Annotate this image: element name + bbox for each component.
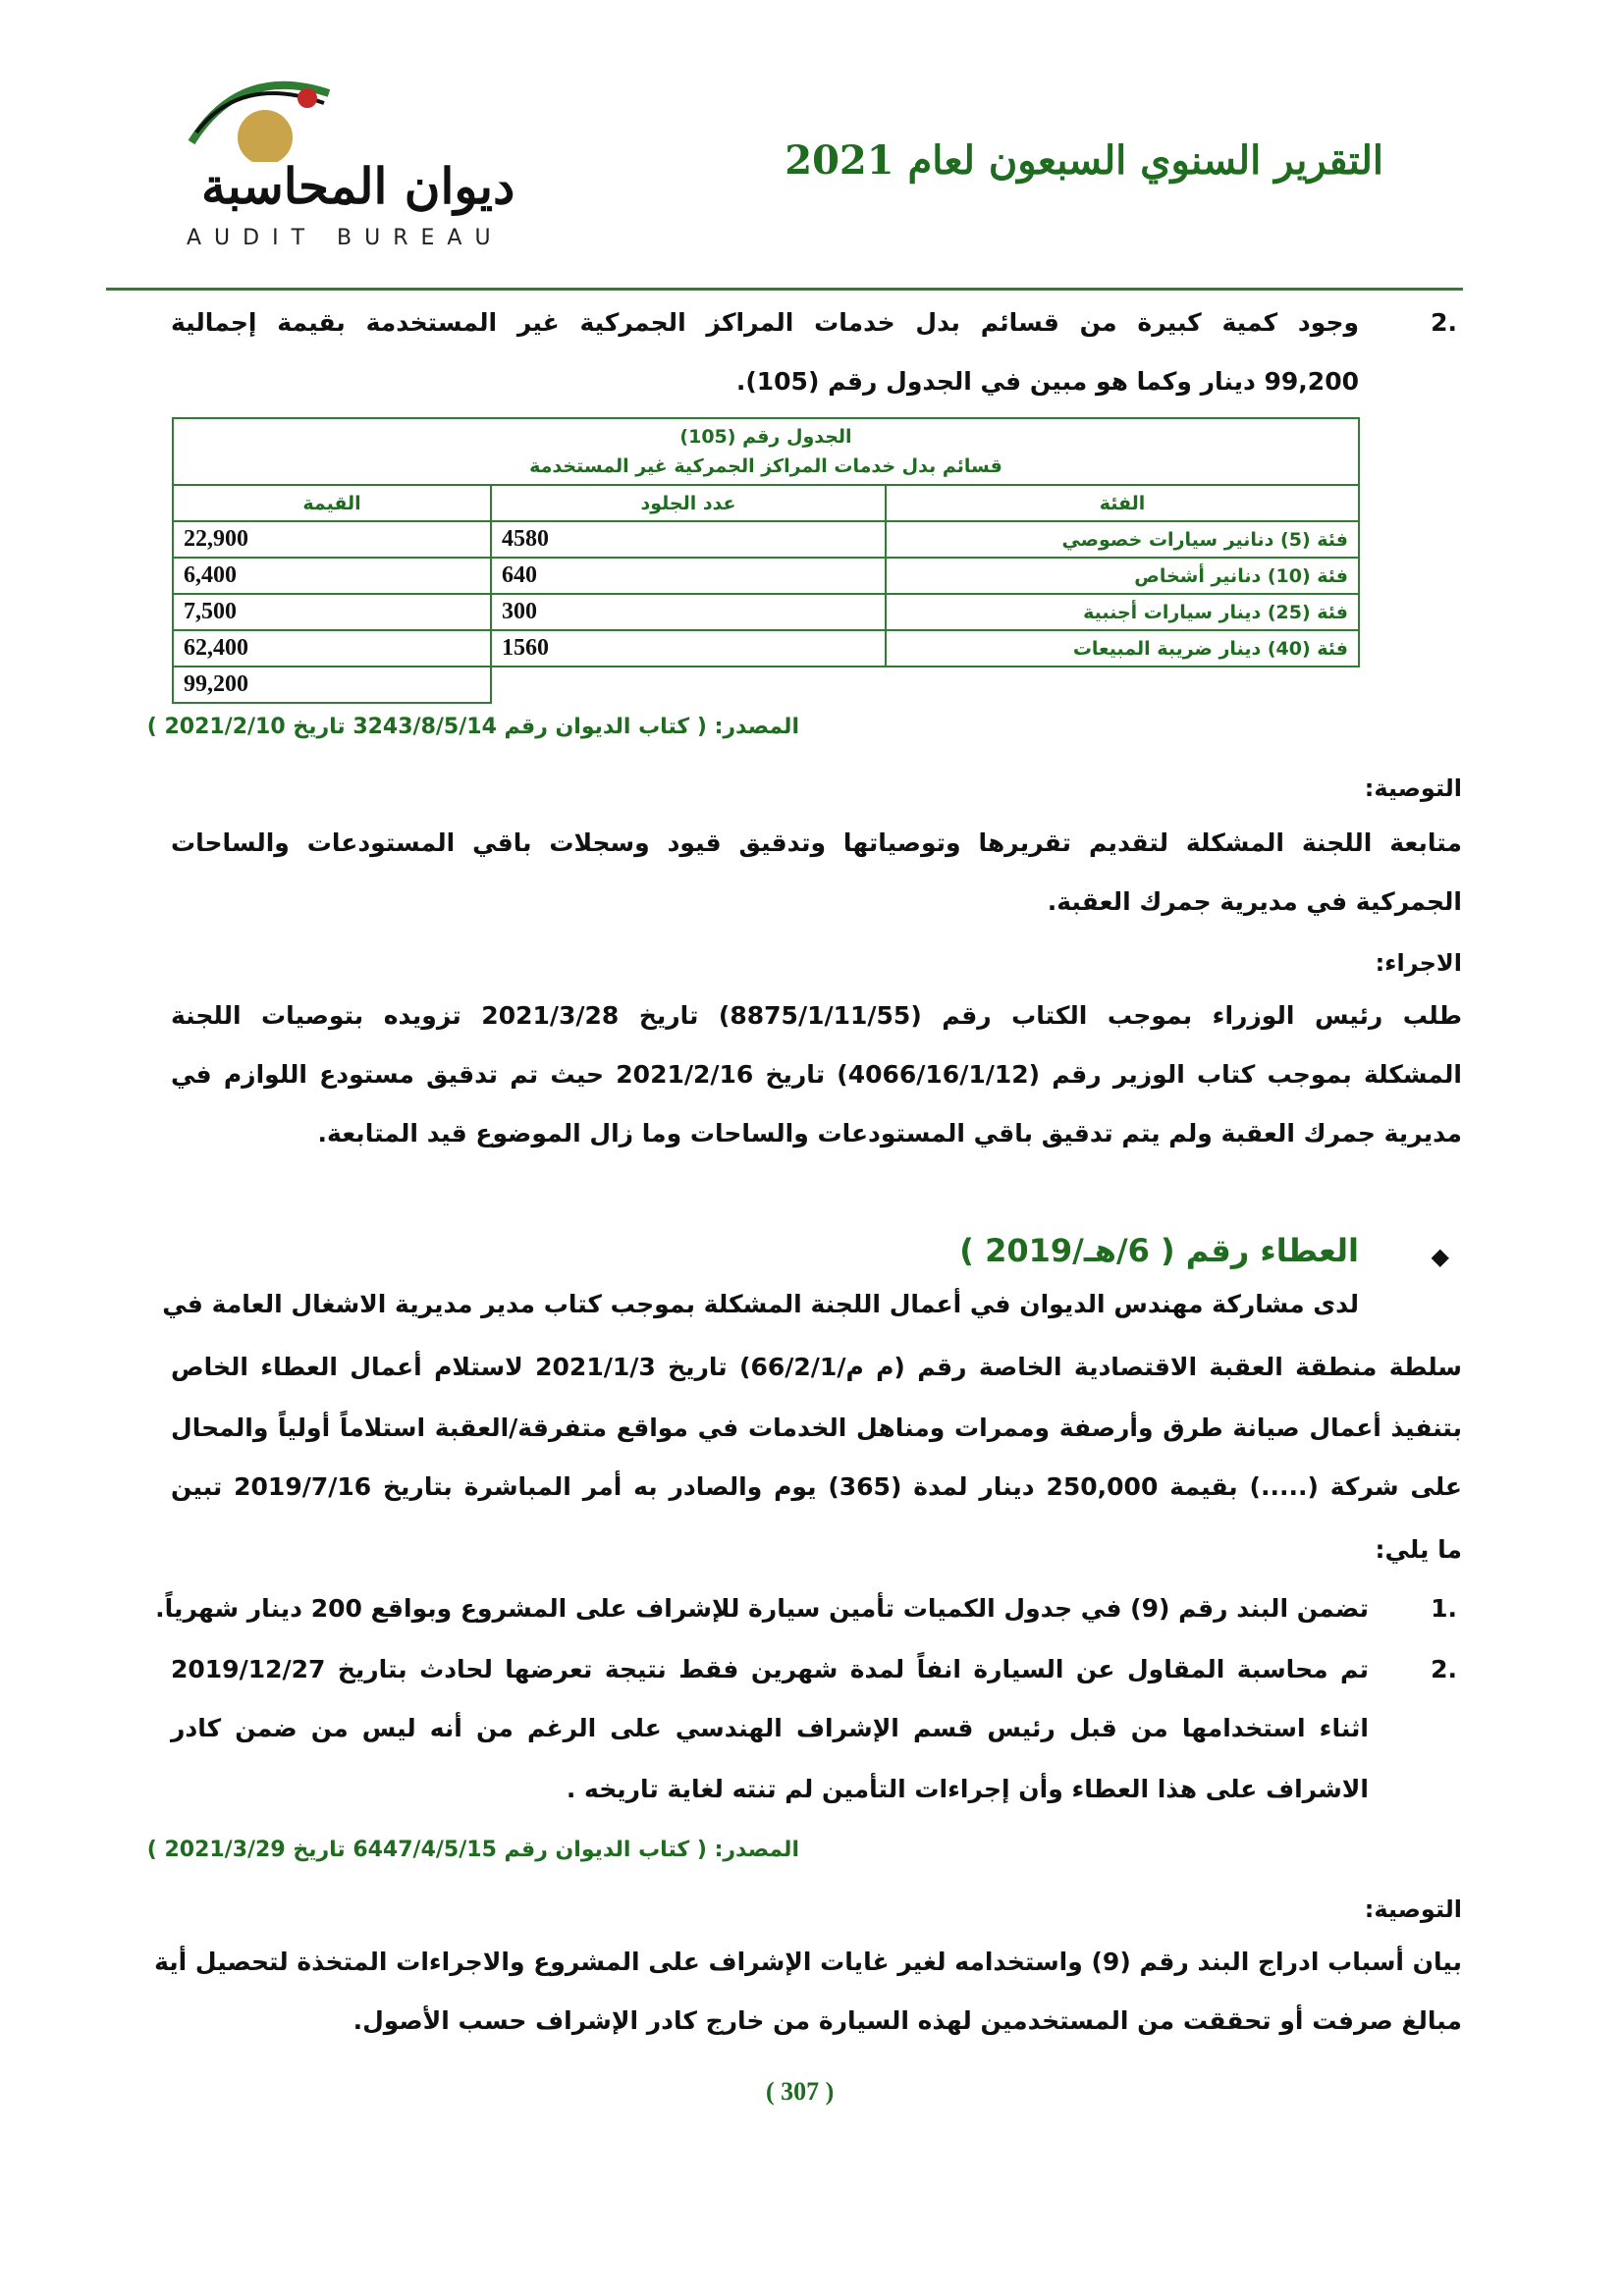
source-note: المصدر: ( كتاب الديوان رقم 6447/4/5/15 تاريخ 2021/3/29 ) (146, 1838, 799, 1862)
table-cell: فئة (5) دنانير سيارات خصوصي (886, 521, 1359, 558)
bullet-icon: ◆ (1431, 1243, 1449, 1270)
report-title: التقرير السنوي السبعون لعام 2021 (785, 137, 1383, 184)
paragraph-line: وجود كمية كبيرة من قسائم بدل خدمات المراكز الجمركية غير المستخدمة بقيمة إجمالية (171, 308, 1359, 337)
list-number: .2 (1431, 1655, 1457, 1683)
paragraph-line: متابعة اللجنة المشكلة لتقديم تقريرها وتوصياتها وتدقيق قيود وسجلات باقي المستودعات والساحات (171, 828, 1462, 857)
paragraph-line: 99,200 دينار وكما هو مبين في الجدول رقم (105). (735, 367, 1359, 396)
paragraph-line: على شركة (.....) بقيمة 250,000 دينار لمدة (365) يوم والصادر به أمر المباشرة بتاريخ 2019/7/16 تبين (171, 1472, 1462, 1501)
logo-latin-text: AUDIT BUREAU (187, 226, 504, 250)
source-note: المصدر: ( كتاب الديوان رقم 3243/8/5/14 تاريخ 2021/2/10 ) (146, 715, 799, 739)
table-row (173, 558, 1359, 594)
table-header: الفئة (886, 485, 1359, 521)
page-number: ( 307 ) (766, 2077, 835, 2106)
list-item: اثناء استخدامها من قبل رئيس قسم الإشراف الهندسي على الرغم من أنه ليس من ضمن كادر (171, 1714, 1369, 1742)
list-item: الاشراف على هذا العطاء وأن إجراءات التأمين لم تنته لغاية تاريخه . (566, 1775, 1369, 1803)
table-total: 99,200 (173, 667, 491, 703)
table-total-row (173, 667, 1359, 703)
list-item: تضمن البند رقم (9) في جدول الكميات تأمين سيارة للإشراف على المشروع وبواقع 200 دينار شهرياً. (155, 1594, 1369, 1623)
table-cell: 300 (491, 594, 886, 630)
recommendation-label: التوصية: (1364, 774, 1462, 802)
table-title: الجدول رقم (105) (679, 426, 852, 448)
table-row (173, 594, 1359, 630)
table-cell: 6,400 (173, 558, 491, 594)
paragraph-line: الجمركية في مديرية جمرك العقبة. (1047, 887, 1462, 916)
table-cell: فئة (25) دينار سيارات أجنبية (886, 594, 1359, 630)
list-number: .2 (1431, 308, 1457, 337)
paragraph-line: بتنفيذ أعمال صيانة طرق وأرصفة وممرات ومناهل الخدمات في مواقع متفرقة/العقبة استلاماً أولياً والمحال (171, 1414, 1462, 1442)
table-cell: 7,500 (173, 594, 491, 630)
recommendation-label: التوصية: (1364, 1896, 1462, 1923)
paragraph-line: لدى مشاركة مهندس الديوان في أعمال اللجنة المشكلة بموجب كتاب مدير مديرية الاشغال العامة في (162, 1290, 1359, 1318)
logo-emblem-icon (182, 54, 339, 162)
paragraph-line: مبالغ صرفت أو تحققت من المستخدمين لهذه السيارة من خارج كادر الإشراف حسب الأصول. (352, 2006, 1462, 2035)
header-divider (106, 288, 1463, 291)
table-cell: 22,900 (173, 521, 491, 558)
logo (182, 34, 574, 255)
section-title: العطاء رقم ( 6/هـ/2019 ) (959, 1232, 1359, 1269)
table-cell: 1560 (491, 630, 886, 667)
list-number: .1 (1431, 1594, 1457, 1623)
paragraph-line: مديرية جمرك العقبة ولم يتم تدقيق باقي المستودعات والساحات وما زال الموضوع قيد المتابعة. (317, 1119, 1462, 1148)
table-cell: فئة (40) دينار ضريبة المبيعات (886, 630, 1359, 667)
logo-text: ديوان المحاسبة (201, 157, 515, 215)
data-table (172, 417, 1360, 704)
table-header: عدد الجلود (491, 485, 886, 521)
action-label: الاجراء: (1375, 949, 1462, 977)
list-item: تم محاسبة المقاول عن السيارة انفاً لمدة شهرين فقط نتيجة تعرضها لحادث بتاريخ 2019/12/27 (171, 1655, 1369, 1683)
paragraph-line: المشكلة بموجب كتاب الوزير رقم (4066/16/1/12) تاريخ 2021/2/16 حيث تم تدقيق مستودع اللوازم في (171, 1060, 1463, 1089)
table-row (173, 521, 1359, 558)
table-header: القيمة (173, 485, 491, 521)
paragraph-line: ما يلي: (1375, 1535, 1462, 1564)
table-cell: فئة (10) دنانير أشخاص (886, 558, 1359, 594)
paragraph-line: طلب رئيس الوزراء بموجب الكتاب رقم (8875/1/11/55) تاريخ 2021/3/28 تزويده بتوصيات اللجنة (171, 1001, 1463, 1030)
table-cell: 62,400 (173, 630, 491, 667)
table-cell: 4580 (491, 521, 886, 558)
table-row (173, 630, 1359, 667)
table-cell: 640 (491, 558, 886, 594)
table-subtitle: قسائم بدل خدمات المراكز الجمركية غير المستخدمة (529, 455, 1002, 477)
paragraph-line: سلطة منطقة العقبة الاقتصادية الخاصة رقم (م م/66/2/1) تاريخ 2021/1/3 لاستلام أعمال العطاء الخاص (171, 1353, 1463, 1381)
paragraph-line: بيان أسباب ادراج البند رقم (9) واستخدامه لغير غايات الإشراف على المشروع والاجراءات المتخذة لتحصيل أية (154, 1948, 1462, 1976)
